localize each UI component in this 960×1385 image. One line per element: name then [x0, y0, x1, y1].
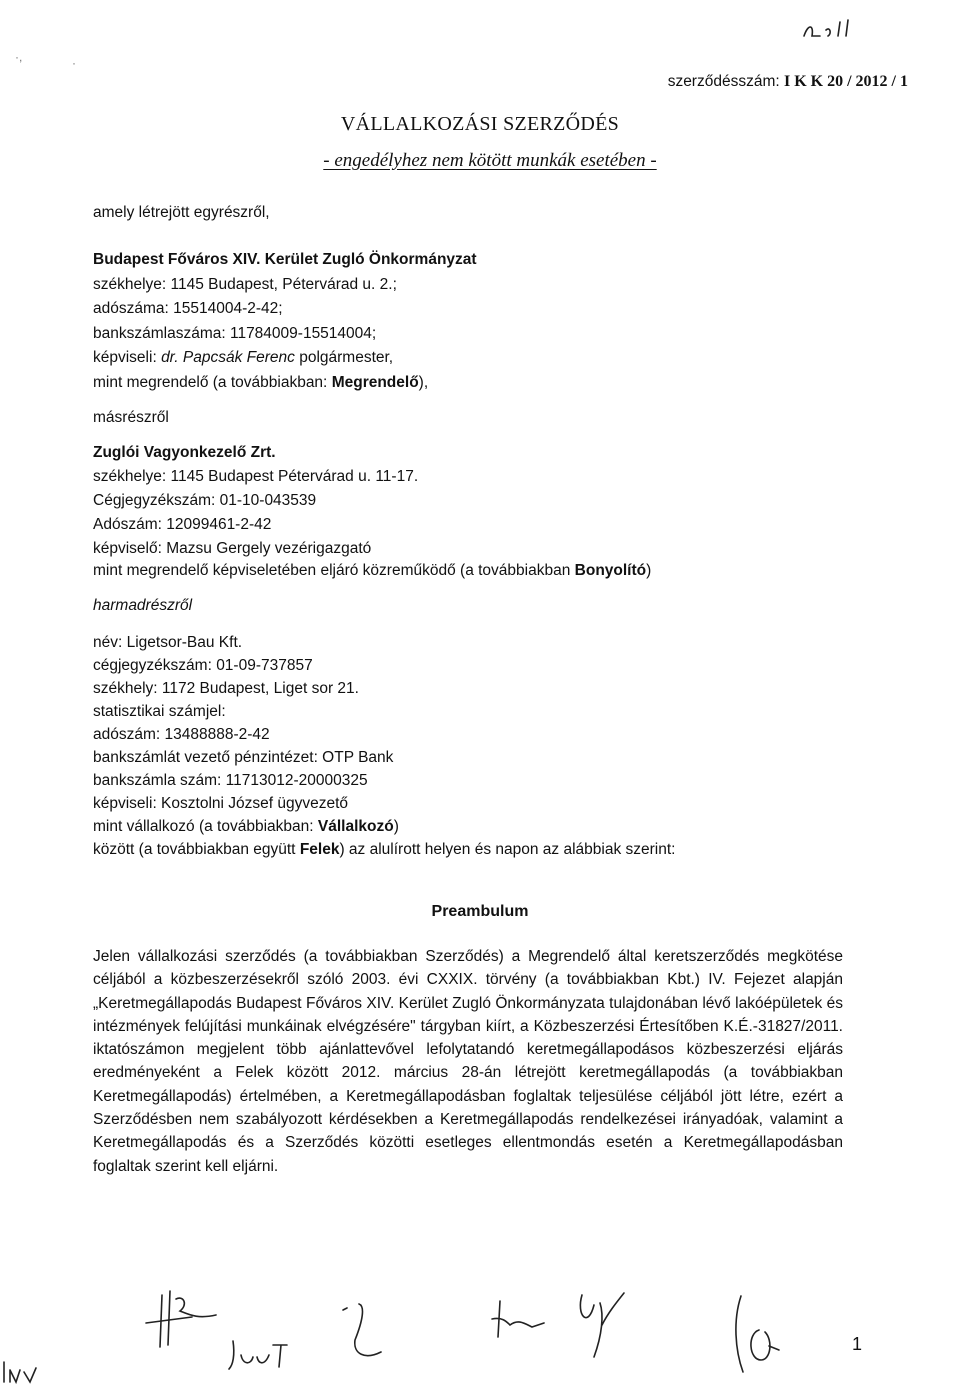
party1-seat: székhelye: 1145 Budapest, Pétervárad u. 2.;	[93, 276, 397, 293]
between-name: Felek	[299, 841, 340, 858]
party1-rep-name: dr. Papcsák Ferenc	[161, 349, 295, 366]
party1-closing: másrészről	[93, 409, 169, 426]
signature-initials-3	[335, 1300, 395, 1370]
party2-role	[93, 561, 651, 581]
party1-name: Budapest Főváros XIV. Kerület Zugló Önkormányzat	[93, 251, 477, 268]
party2-role-suffix: )	[646, 562, 652, 579]
party2-role-name: Bonyolító	[574, 562, 647, 579]
intro-text: amely létrejött egyrészről,	[93, 204, 270, 221]
handwritten-page-mark	[800, 14, 860, 42]
party1-representative	[93, 348, 393, 368]
scan-mark: ·	[72, 56, 76, 70]
parties-between	[93, 840, 675, 860]
contract-number	[668, 73, 908, 91]
party3-representative: képviseli: Kosztolni József ügyvezető	[93, 795, 349, 812]
party1-tax: adószáma: 15514004-2-42;	[93, 300, 283, 317]
party1-role-name: Megrendelő	[331, 374, 419, 391]
party1-role-prefix: mint megrendelő (a továbbiakban:	[93, 374, 328, 391]
between-prefix: között (a továbbiakban együtt	[93, 841, 296, 858]
preamble-heading: Preambulum	[431, 903, 529, 920]
party3-role	[93, 817, 399, 837]
corner-handwriting	[0, 1358, 40, 1385]
party2-registry: Cégjegyzékszám: 01-10-043539	[93, 492, 317, 509]
party1-role-suffix: ),	[418, 374, 429, 391]
party3-name: név: Ligetsor-Bau Kft.	[93, 634, 243, 651]
signature-initials-4	[488, 1295, 548, 1345]
document-subtitle: - engedélyhez nem kötött munkák esetében -	[323, 150, 657, 171]
party3-role-name: Vállalkozó	[317, 818, 394, 835]
party2-tax: Adószám: 12099461-2-42	[93, 516, 272, 533]
signature-initials-2	[225, 1335, 295, 1375]
preamble-text: Jelen vállalkozási szerződés (a továbbiakban Szerződés) a Megrendelő által keretszerződés megkötése céljából a közbeszerzésekről szóló 2003. évi CXXIX. törvény (a továbbiakban Kbt.) IV. Fejezet alapján „Keretmegállapodás Budapest Főváros XIV. Kerület Zugló Önkormányzata tulajdonában lévő lakóépületek és intézmények felújítási munkáinak elvégzésére" tárgyban kiírt, a Közbeszerzési Értesítőben K.É.-31827/2011. iktatószámon megjelent több ajánlattevővel lefolytatandó keretmegállapodásos közbeszerzési eljárás eredményeként a Felek között 2012. március 28-án létrejött keretmegállapodás (a továbbiakban Keretmegállapodás) értelmében, a Keretmegállapodásban foglaltak teljesülése céljából jött létre, ezért a Szerződésben nem szabályozott kérdésekben a Keretmegállapodás rendelkezései irányadóak, valamint a Keretmegállapodás és a Szerződés közötti esetleges ellentmondás esetén a Keretmegállapodásban foglaltak szerint kell eljárni.	[93, 948, 843, 1175]
party1-bank: bankszámlaszáma: 11784009-15514004;	[93, 325, 377, 342]
party3-registry: cégjegyzékszám: 01-09-737857	[93, 657, 313, 674]
party2-name: Zuglói Vagyonkezelő Zrt.	[93, 444, 276, 461]
signature-initials-1	[140, 1285, 230, 1355]
party3-role-prefix: mint vállalkozó (a továbbiakban:	[93, 818, 314, 835]
party3-bank-name: bankszámlát vezető pénzintézet: OTP Bank	[93, 749, 394, 766]
party3-stat: statisztikai számjel:	[93, 703, 226, 720]
between-suffix: ) az alulírott helyen és napon az alábbiak szerint:	[339, 841, 676, 858]
contract-number-value: I K K 20 / 2012 / 1	[783, 73, 908, 90]
party1-rep-title: polgármester,	[299, 349, 394, 366]
party1-rep-label: képviseli:	[93, 349, 157, 366]
document-title: VÁLLALKOZÁSI SZERZŐDÉS	[340, 113, 620, 135]
party2-seat: székhelye: 1145 Budapest Pétervárad u. 11-17.	[93, 468, 419, 485]
party3-seat: székhely: 1172 Budapest, Liget sor 21.	[93, 680, 359, 697]
party3-role-suffix: )	[393, 818, 399, 835]
party2-closing: harmadrészről	[93, 597, 193, 614]
party3-tax: adószám: 13488888-2-42	[93, 726, 270, 743]
party3-bank-account: bankszámla szám: 11713012-20000325	[93, 772, 368, 789]
signature-initials-5	[572, 1285, 632, 1365]
page-number: 1	[851, 1334, 862, 1354]
signature-initials-6	[725, 1290, 795, 1380]
contract-number-label: szerződésszám:	[667, 73, 780, 90]
party2-representative: képviselő: Mazsu Gergely vezérigazgató	[93, 540, 372, 557]
scan-mark: ·,	[15, 50, 23, 64]
party2-role-prefix: mint megrendelő képviseletében eljáró közreműködő (a továbbiakban	[93, 562, 571, 579]
party1-role	[93, 373, 428, 393]
